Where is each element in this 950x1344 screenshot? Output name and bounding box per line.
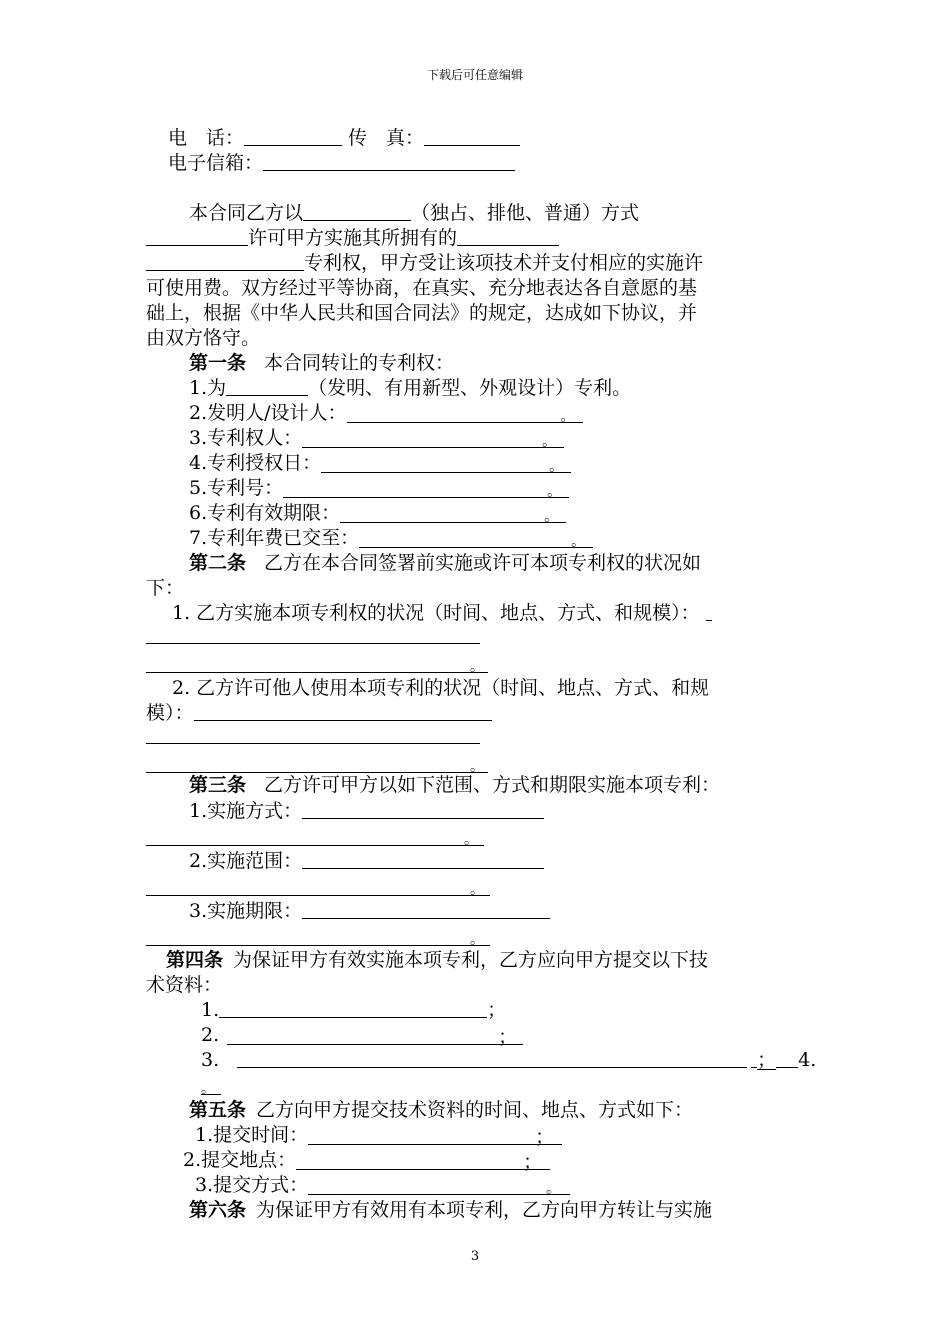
blank-line (146, 826, 484, 846)
article-3-item-3 (189, 899, 550, 923)
intro-line-5: 础上，根据《中华人民共和国合同法》的规定，达成如下协议，并 (146, 302, 698, 324)
blank-line (227, 1025, 523, 1048)
article-4-cont: 术资料： (146, 974, 223, 996)
email-blank (263, 151, 515, 171)
article-4-item-4-blank (201, 1073, 221, 1097)
phone-blank (244, 126, 342, 146)
item-label: 2.发明人/设计人： (189, 402, 347, 424)
article-4-title: 第四条 (166, 949, 224, 971)
period: 。 (546, 1181, 561, 1197)
validity-blank (340, 503, 566, 523)
item-label: 3. (201, 1049, 220, 1071)
article-5-item-3 (195, 1173, 570, 1197)
page-number: 3 (470, 1249, 480, 1264)
semicolon: ； (523, 1151, 543, 1173)
article-3-text: 乙方许可甲方以如下范围、方式和期限实施本项专利： (264, 774, 721, 796)
article-5-text: 乙方向甲方提交技术资料的时间、地点、方式如下： (256, 1099, 694, 1121)
article-4-item-3 (201, 1048, 816, 1072)
item-label: 6.专利有效期限： (189, 502, 341, 524)
article-2-title: 第二条 (189, 552, 247, 574)
article-3-title: 第三条 (189, 774, 247, 796)
page-header: 下载后可任意编辑 (426, 68, 523, 82)
item-label: 1.实施方式： (189, 800, 303, 822)
item-text: （发明、有用新型、外观设计）专利。 (308, 377, 632, 399)
item-label: 2.实施范围： (189, 850, 303, 872)
phone-label: 电 话： (168, 127, 245, 149)
blank-line (201, 1075, 221, 1095)
article-3-item-3-blank (146, 924, 490, 948)
intro-line-3 (146, 251, 703, 275)
semicolon: ； (757, 1049, 777, 1071)
article-1-item-7 (189, 526, 593, 550)
fax-label: 传 真： (348, 127, 425, 149)
blank-line (237, 1048, 747, 1068)
article-4-text: 为保证甲方有效实施本项专利，乙方应向甲方提交以下技 (233, 949, 709, 971)
blank-line (302, 899, 550, 919)
party-blank (146, 226, 248, 246)
period: 。 (547, 484, 562, 500)
patent-number-blank (283, 478, 569, 498)
email-line (168, 151, 515, 175)
period: 。 (470, 659, 484, 675)
blank-stub (776, 1048, 798, 1068)
blank-line (308, 1175, 570, 1195)
item-label: 2. (201, 1024, 220, 1046)
article-6-text: 为保证甲方有效用有本项专利，乙方向甲方转让与实施 (256, 1199, 713, 1221)
semicolon: ； (535, 1126, 555, 1148)
item-label: 1. (201, 999, 220, 1021)
article-6-heading (189, 1198, 712, 1222)
article-2-item-1-blank (146, 651, 488, 675)
inventor-blank (347, 403, 583, 423)
period: 。 (470, 759, 484, 775)
article-4-item-2 (201, 1023, 523, 1047)
article-5-heading (189, 1098, 693, 1122)
item-label: 3.专利权人： (189, 427, 303, 449)
period: 。 (464, 832, 478, 848)
blank-line (146, 926, 490, 946)
period: 。 (201, 1081, 215, 1097)
article-1-item-5 (189, 476, 569, 500)
article-4-item-1 (201, 998, 506, 1022)
blank-line (296, 1150, 550, 1173)
article-1-item-3 (189, 426, 564, 450)
article-1-item-6 (189, 501, 566, 525)
blank-line (146, 753, 488, 773)
article-1-item-4 (189, 451, 571, 475)
article-4-heading (166, 948, 708, 972)
semicolon: ； (487, 999, 507, 1021)
phone-fax-line (168, 126, 520, 150)
article-6-title: 第六条 (189, 1199, 247, 1221)
license-type-blank (303, 201, 411, 221)
intro-line-4: 可使用费。双方经过平等协商，在真实、充分地表达各自意愿的基 (146, 277, 698, 299)
article-1-item-1 (189, 376, 631, 400)
item-label: 4.专利授权日： (189, 452, 322, 474)
article-2-heading (189, 551, 701, 575)
article-3-item-2-blank (146, 874, 490, 898)
article-2-item-2b (146, 701, 492, 725)
intro-text: 本合同乙方以 (189, 202, 304, 224)
email-label: 电子信箱： (168, 152, 264, 174)
article-1-title: 第一条 (189, 352, 247, 374)
item-label: 5.专利号： (189, 477, 284, 499)
period: 。 (549, 459, 564, 475)
article-5-item-1 (195, 1123, 562, 1147)
blank-line (302, 799, 544, 819)
patentee-blank (302, 428, 564, 448)
semicolon: ； (498, 1026, 518, 1048)
blank-line (146, 653, 488, 673)
item-label: 1.为 (189, 377, 227, 399)
article-2-item-2-blank (146, 751, 488, 775)
annual-fee-blank (359, 528, 593, 548)
item-label: 3.提交方式： (195, 1174, 309, 1196)
period: 。 (560, 409, 575, 425)
item-label: 1. 乙方实施本项专利权的状况（时间、地点、方式、和规模）： (172, 602, 700, 624)
period: 。 (542, 434, 557, 450)
article-2-item-2: 2. 乙方许可他人使用本项专利的状况（时间、地点、方式、和规 (172, 677, 710, 699)
blank-line (308, 1125, 562, 1148)
article-1-heading (189, 351, 454, 375)
intro-text: 许可甲方实施其所拥有的 (248, 227, 458, 249)
blank-stub (706, 601, 712, 621)
patent-name-blank (457, 226, 559, 246)
item-label: 4. (798, 1049, 817, 1071)
article-5-title: 第五条 (189, 1099, 247, 1121)
patent-type-blank (226, 376, 308, 396)
article-3-item-1 (189, 799, 544, 823)
period: 。 (571, 534, 586, 550)
article-3-item-2 (189, 849, 544, 873)
blank-line (146, 743, 480, 744)
intro-line-2 (146, 226, 559, 250)
item-label: 2.提交地点： (183, 1149, 297, 1171)
article-3-heading (189, 773, 720, 797)
intro-text: 专利权，甲方受让该项技术并支付相应的实施许 (304, 252, 704, 274)
item-label: 7.专利年费已交至： (189, 527, 360, 549)
article-2-text: 乙方在本合同签署前实施或许可本项专利权的状况如 (264, 552, 702, 574)
article-2-cont: 下： (146, 577, 185, 599)
blank-line (219, 998, 487, 1018)
article-3-item-1-blank (146, 824, 484, 848)
grant-date-blank (321, 453, 571, 473)
article-1-text: 本合同转让的专利权： (264, 352, 455, 374)
article-1-item-2 (189, 401, 583, 425)
period: 。 (544, 509, 559, 525)
blank-line (146, 643, 480, 644)
fax-blank (424, 126, 520, 146)
blank-line (302, 849, 544, 869)
article-2-item-1 (172, 601, 712, 625)
item-label: 模）： (146, 702, 194, 724)
patent-name-blank-2 (146, 251, 304, 271)
intro-line-1 (189, 201, 639, 225)
article-5-item-2 (183, 1148, 550, 1172)
blank-line (194, 701, 492, 721)
item-label: 1.提交时间： (195, 1124, 309, 1146)
intro-line-6: 由双方恪守。 (146, 327, 261, 349)
intro-text: （独占、排他、普通）方式 (411, 202, 640, 224)
item-label: 3.实施期限： (189, 900, 303, 922)
blank-line (146, 876, 490, 896)
period: 。 (470, 882, 484, 898)
period: 。 (470, 932, 484, 948)
